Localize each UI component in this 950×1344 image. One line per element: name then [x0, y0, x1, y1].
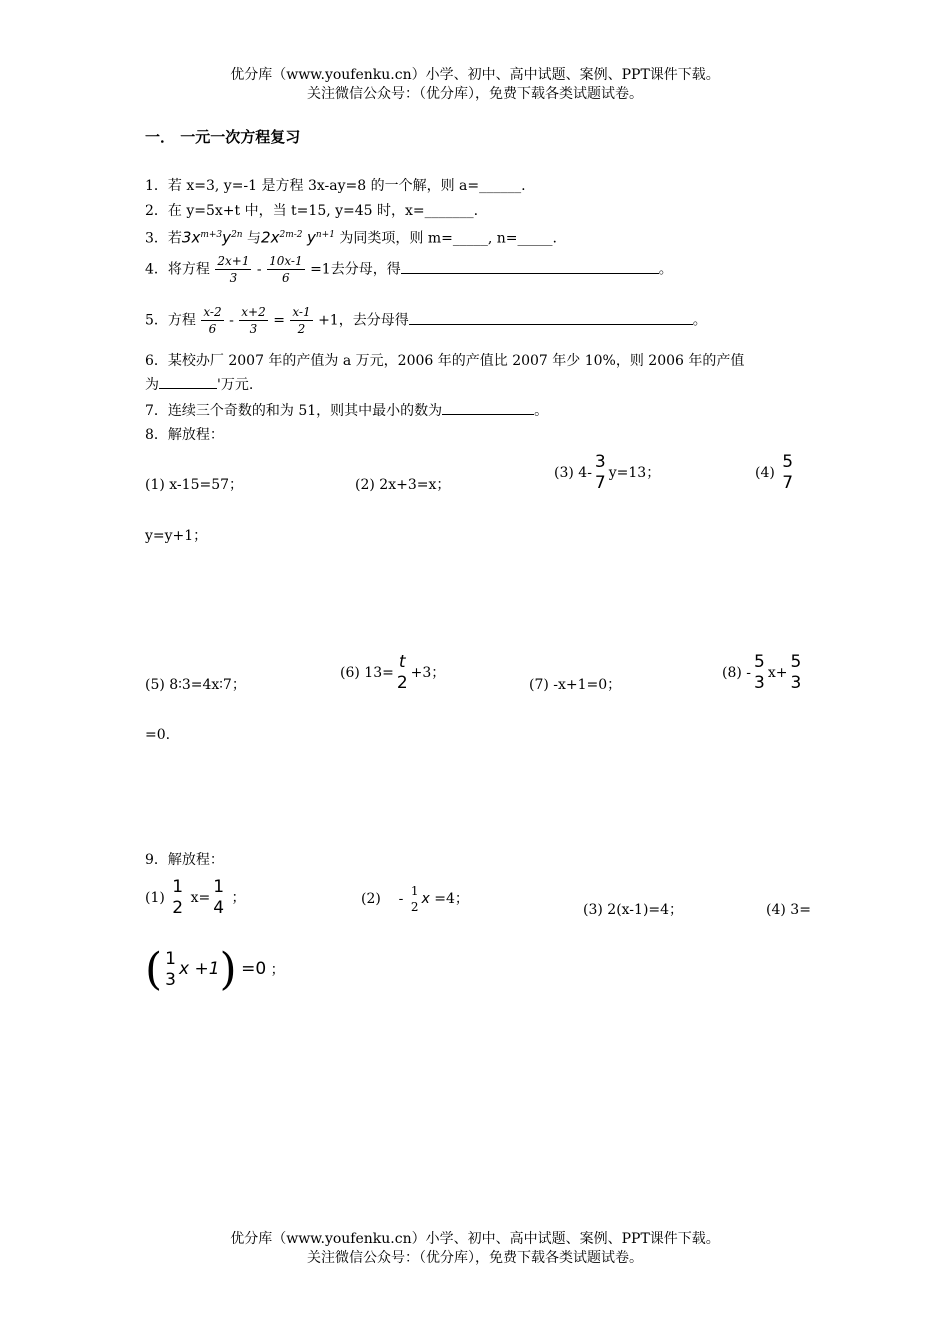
- q3-term1-yexp: 2n: [231, 230, 243, 240]
- q5-eq: =: [273, 312, 285, 329]
- q9-p1-fraction-2: [211, 877, 226, 919]
- q5-f3-denominator: 2: [297, 322, 306, 336]
- q4-f2-numerator: 10x-1: [269, 254, 303, 268]
- q8-part-6: [340, 652, 445, 694]
- q5-f1-numerator: x-2: [203, 305, 222, 319]
- q8-p4-denominator: 7: [782, 473, 794, 493]
- q5-f2-denominator: 3: [249, 322, 258, 336]
- page-header-line-2: 关注微信公众号：（优分库），免费下载各类试题试卷。: [307, 86, 643, 102]
- q3-term1-x: x: [191, 228, 201, 247]
- q7-prefix: 7．连续三个奇数的和为 51，则其中最小的数为: [145, 403, 443, 419]
- q8-p6-prefix: (6) 13=: [340, 665, 394, 681]
- q5-prefix: 5．方程: [145, 312, 196, 329]
- question-2: 2．在 y=5x+t 中，当 t=15, y=45 时，x=_______.: [145, 203, 479, 219]
- q3-term1-y: y: [222, 228, 232, 247]
- q4-f1-denominator: 3: [229, 271, 238, 285]
- q3-term1-coef: 3: [181, 228, 192, 247]
- question-7: [145, 400, 548, 421]
- q5-plus: +1，去分母得: [318, 312, 409, 329]
- q9-p4-suffix: ；: [270, 962, 285, 978]
- q4-answer-blank: [401, 259, 659, 274]
- q9-part-4-continued: [145, 944, 285, 995]
- q9-p1-prefix: (1): [145, 890, 165, 906]
- q8-p3-suffix: y=13；: [608, 465, 661, 481]
- q9-part-1: [145, 877, 246, 919]
- question-4: [145, 253, 673, 286]
- q9-p4-fraction: [163, 949, 178, 991]
- page-footer-line-2: 关注微信公众号：（优分库），免费下载各类试题试卷。: [307, 1250, 643, 1266]
- q3-term1-xexp: m+3: [200, 230, 223, 240]
- q9-p4-denominator: 3: [165, 970, 176, 990]
- q8-p8-denominator-1: 3: [754, 673, 765, 693]
- q6-suffix: '万元.: [217, 377, 254, 393]
- q5-fraction-3: [290, 304, 312, 337]
- q4-eq: =1: [310, 261, 331, 278]
- q8-p8-numerator-1: 5: [754, 652, 765, 672]
- q5-f1-denominator: 6: [208, 322, 217, 336]
- q8-part-4-continued: y=y+1；: [145, 528, 208, 544]
- q3-term2-coef: 2: [261, 228, 271, 247]
- q3-term2-x: x: [270, 228, 280, 247]
- q8-p8-mid: x+: [767, 665, 788, 681]
- q9-p2-numerator: 1: [410, 884, 419, 898]
- q8-p8-denominator-2: 3: [790, 673, 802, 693]
- q4-f1-numerator: 2x+1: [217, 254, 250, 268]
- q8-p8-prefix: (8) -: [722, 665, 752, 681]
- q9-p1-numerator-1: 1: [172, 877, 184, 897]
- q7-end: 。: [534, 403, 549, 419]
- q8-p4-numerator: 5: [782, 452, 794, 472]
- q9-p4-numerator: 1: [165, 949, 176, 969]
- q6-prefix: 为: [145, 377, 159, 393]
- q6-answer-blank: [159, 374, 217, 389]
- q4-fraction-1: [215, 253, 251, 286]
- question-5: [145, 304, 707, 337]
- q8-p3-denominator: 7: [594, 473, 606, 493]
- q8-p4-prefix: (4): [755, 465, 775, 481]
- q9-p1-suffix: ；: [231, 890, 246, 906]
- q8-p3-numerator: 3: [594, 452, 606, 472]
- q7-answer-blank: [442, 400, 534, 415]
- q9-p2-var: x: [421, 891, 430, 907]
- question-6-line-2: [145, 374, 253, 395]
- q5-minus: -: [229, 312, 234, 329]
- q5-answer-blank: [409, 310, 693, 325]
- q3-term2-yexp: n+1: [315, 230, 335, 240]
- q8-part-7: (7) -x+1=0；: [529, 677, 622, 693]
- q4-fraction-2: [267, 253, 305, 286]
- q3-mid: 与: [247, 230, 262, 247]
- q8-part-5: (5) 8∶3=4x∶7；: [145, 677, 246, 693]
- q5-fraction-2: [239, 304, 267, 337]
- q9-p4-left-paren: (: [145, 944, 163, 995]
- q9-p1-denominator-1: 2: [172, 898, 184, 918]
- q9-p2-fraction: [409, 883, 421, 915]
- q5-f2-numerator: x+2: [241, 305, 266, 319]
- q5-end: 。: [692, 312, 707, 329]
- q3-suffix: 为同类项，则 m=_____, n=_____.: [339, 230, 557, 247]
- q8-part-8-continued: =0.: [145, 727, 171, 743]
- question-8-label: 8．解放程：: [145, 427, 224, 443]
- q9-p1-numerator-2: 1: [213, 877, 225, 897]
- q9-p4-eq: =0: [241, 959, 267, 979]
- page-footer-line-1: 优分库（www.youfenku.cn）小学、初中、高中试题、案例、PPT课件下载。: [230, 1231, 720, 1247]
- q9-p2-prefix: (2): [361, 891, 381, 907]
- q9-p2-denominator: 2: [410, 900, 419, 914]
- q4-f2-denominator: 6: [282, 271, 290, 285]
- q8-p8-fraction-2: [788, 652, 803, 694]
- q8-part-4: [755, 452, 796, 494]
- q8-p6-fraction: [395, 652, 410, 694]
- q8-part-1: (1) x-15=57；: [145, 477, 244, 493]
- q9-part-3: (3) 2(x-1)=4；: [583, 902, 684, 918]
- q5-fraction-1: [201, 304, 223, 337]
- q4-end: 。: [658, 261, 673, 278]
- q4-suffix: 去分母，得: [330, 261, 401, 278]
- q9-p2-suffix: =4；: [434, 891, 469, 907]
- q5-f3-numerator: x-1: [292, 305, 311, 319]
- q9-part-4: (4) 3=: [766, 902, 811, 918]
- q8-part-3: [554, 452, 660, 494]
- q8-p6-suffix: +3；: [410, 665, 446, 681]
- q9-p1-denominator-2: 4: [213, 898, 225, 918]
- q4-prefix: 4．将方程: [145, 261, 210, 278]
- q8-p4-fraction: [780, 452, 795, 494]
- q9-p2-minus: -: [398, 891, 404, 907]
- q9-part-2: [361, 883, 469, 915]
- question-3: [145, 225, 557, 249]
- q9-p4-right-paren: ): [219, 944, 237, 995]
- q8-p8-numerator-2: 5: [790, 652, 802, 672]
- q9-p1-mid: x=: [190, 890, 211, 906]
- q8-p6-numerator: t: [398, 652, 406, 672]
- q8-part-2: (2) 2x+3=x；: [355, 477, 451, 493]
- question-1: 1．若 x=3, y=-1 是方程 3x-ay=8 的一个解，则 a=______.: [145, 178, 526, 194]
- q4-minus: -: [256, 261, 262, 278]
- question-9-label: 9．解放程：: [145, 852, 224, 868]
- section-title: 一． 一元一次方程复习: [145, 128, 301, 146]
- q9-p4-inner: x +1: [179, 959, 220, 979]
- q8-p6-denominator: 2: [396, 673, 408, 693]
- q8-part-8: [722, 652, 804, 694]
- question-6-line-1: 6．某校办厂 2007 年的产值为 a 万元，2006 年的产值比 2007 年少 10%，则 2006 年的产值: [145, 353, 745, 369]
- q8-p3-fraction: [593, 452, 608, 494]
- q3-prefix: 3．若: [145, 230, 182, 247]
- q8-p3-prefix: (3) 4-: [554, 465, 592, 481]
- q3-term2-y: y: [306, 228, 316, 247]
- q8-p8-fraction-1: [752, 652, 767, 694]
- page-header-line-1: 优分库（www.youfenku.cn）小学、初中、高中试题、案例、PPT课件下载。: [230, 67, 720, 83]
- q9-p1-fraction-1: [170, 877, 185, 919]
- q3-term2-xexp: 2m-2: [279, 230, 303, 240]
